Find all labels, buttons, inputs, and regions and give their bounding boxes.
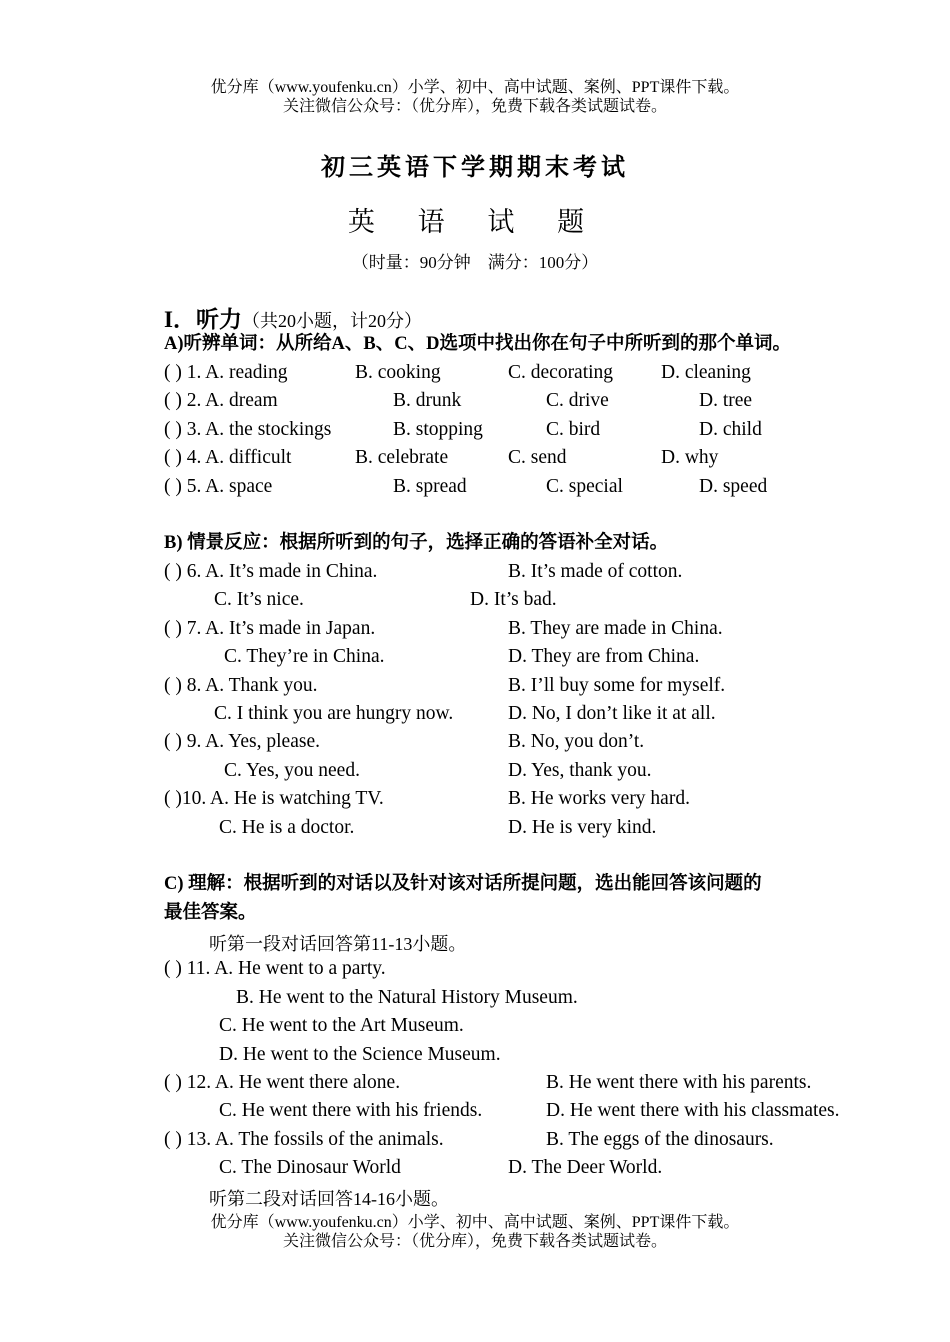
question-4-a: ( ) 4. A. difficult (164, 447, 292, 468)
subject-title: 英 语 试 题 (347, 207, 603, 237)
footer-line-2: 关注微信公众号：（优分库），免费下载各类试题试卷。 (282, 1233, 667, 1250)
question-8-a: ( ) 8. A. Thank you. (164, 675, 318, 696)
question-7-d: D. They are from China. (508, 646, 700, 667)
question-2-c: C. drive (546, 390, 609, 411)
question-7-a: ( ) 7. A. It’s made in Japan. (164, 618, 376, 639)
section-heading-title: I．听力 (164, 307, 242, 332)
section-heading (164, 301, 422, 334)
question-2-a: ( ) 2. A. dream (164, 390, 278, 411)
dialogue-2-note: 听第二段对话回答14-16小题。 (209, 1189, 449, 1209)
question-6-a: ( ) 6. A. It’s made in China. (164, 561, 378, 582)
question-1-c: C. decorating (508, 362, 614, 383)
question-13-b: B. The eggs of the dinosaurs. (546, 1129, 774, 1150)
question-12-c: C. He went there with his friends. (219, 1100, 483, 1121)
question-10-b: B. He works very hard. (508, 788, 690, 809)
part-b-instruction: B) 情景反应：根据所听到的句子，选择正确的答语补全对话。 (164, 533, 669, 553)
question-6-d: D. It’s bad. (470, 589, 557, 610)
question-10-c: C. He is a doctor. (219, 817, 355, 838)
question-5-d: D. speed (699, 476, 768, 497)
question-5-b: B. spread (393, 476, 467, 497)
question-10-d: D. He is very kind. (508, 817, 657, 838)
question-9-d: D. Yes, thank you. (508, 760, 652, 781)
part-a-instruction: A)听辨单词：从所给A、B、C、D选项中找出你在句子中所听到的那个单词。 (164, 334, 791, 354)
dialogue-1-note: 听第一段对话回答第11-13小题。 (209, 934, 467, 954)
question-8-b: B. I’ll buy some for myself. (508, 675, 726, 696)
exam-title: 初三英语下学期期末考试 (321, 155, 629, 181)
question-5-c: C. special (546, 476, 623, 497)
question-13-d: D. The Deer World. (508, 1157, 663, 1178)
question-6-b: B. It’s made of cotton. (508, 561, 683, 582)
question-9-b: B. No, you don’t. (508, 731, 645, 752)
question-6-c: C. It’s nice. (214, 589, 304, 610)
question-12-d: D. He went there with his classmates. (546, 1100, 840, 1121)
question-1-d: D. cleaning (661, 362, 751, 383)
question-11-b: B. He went to the Natural History Museum. (236, 987, 578, 1008)
question-3-b: B. stopping (393, 419, 483, 440)
section-heading-note: （共20小题，计20分） (241, 311, 422, 331)
question-9-c: C. Yes, you need. (224, 760, 360, 781)
question-4-d: D. why (661, 447, 719, 468)
question-3-a: ( ) 3. A. the stockings (164, 419, 332, 440)
question-3-d: D. child (699, 419, 762, 440)
question-7-c: C. They’re in China. (224, 646, 385, 667)
question-3-c: C. bird (546, 419, 601, 440)
question-4-c: C. send (508, 447, 567, 468)
question-1-b: B. cooking (355, 362, 441, 383)
question-11-c: C. He went to the Art Museum. (219, 1015, 464, 1036)
question-5-a: ( ) 5. A. space (164, 476, 273, 497)
question-12-a: ( ) 12. A. He went there alone. (164, 1072, 401, 1093)
header-line-2: 关注微信公众号：（优分库），免费下载各类试题试卷。 (282, 98, 667, 115)
footer-line-1: 优分库（www.youfenku.cn）小学、初中、高中试题、案例、PPT课件下载。 (210, 1214, 740, 1231)
question-9-a: ( ) 9. A. Yes, please. (164, 731, 320, 752)
question-8-d: D. No, I don’t like it at all. (508, 703, 716, 724)
question-11-d: D. He went to the Science Museum. (219, 1044, 501, 1065)
question-1-a: ( ) 1. A. reading (164, 362, 288, 383)
question-8-c: C. I think you are hungry now. (214, 703, 454, 724)
exam-info: （时量：90分钟 满分：100分） (351, 253, 599, 272)
part-c-instruction-line-1: C) 理解：根据听到的对话以及针对该对话所提问题，选出能回答该问题的 (164, 874, 762, 894)
question-13-a: ( ) 13. A. The fossils of the animals. (164, 1129, 444, 1150)
question-2-d: D. tree (699, 390, 753, 411)
question-10-a: ( )10. A. He is watching TV. (164, 788, 384, 809)
question-11-a: ( ) 11. A. He went to a party. (164, 958, 386, 979)
part-c-instruction-line-2: 最佳答案。 (164, 903, 257, 923)
question-12-b: B. He went there with his parents. (546, 1072, 812, 1093)
question-2-b: B. drunk (393, 390, 462, 411)
question-13-c: C. The Dinosaur World (219, 1157, 401, 1178)
question-4-b: B. celebrate (355, 447, 449, 468)
header-line-1: 优分库（www.youfenku.cn）小学、初中、高中试题、案例、PPT课件下载。 (210, 79, 740, 96)
question-7-b: B. They are made in China. (508, 618, 723, 639)
